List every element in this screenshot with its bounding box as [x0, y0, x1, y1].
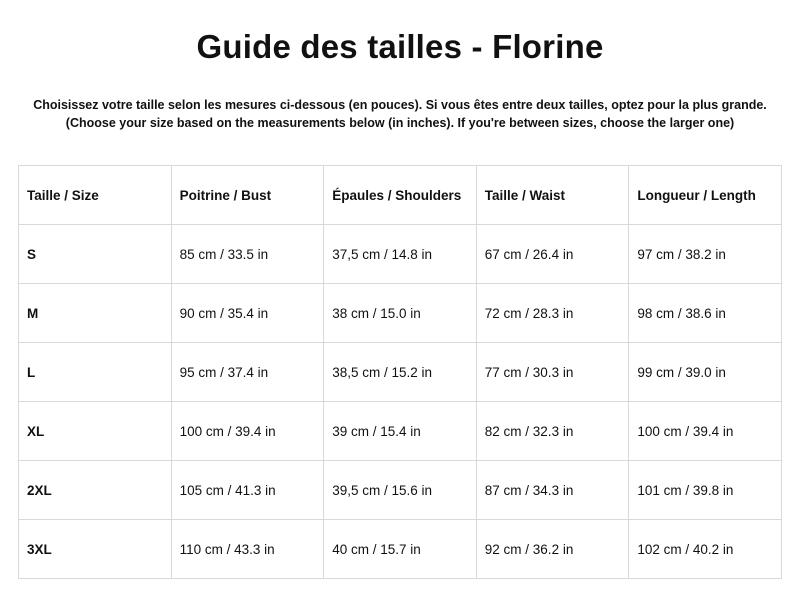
length-cell: 97 cm / 38.2 in: [629, 225, 782, 284]
size-cell: L: [19, 343, 172, 402]
page-title: Guide des tailles - Florine: [196, 28, 604, 65]
shoulders-cell: 39 cm / 15.4 in: [324, 402, 477, 461]
size-cell: M: [19, 284, 172, 343]
waist-cell: 87 cm / 34.3 in: [476, 461, 629, 520]
size-cell: 2XL: [19, 461, 172, 520]
shoulders-cell: 38,5 cm / 15.2 in: [324, 343, 477, 402]
waist-cell: 92 cm / 36.2 in: [476, 520, 629, 579]
column-header-size: Taille / Size: [19, 166, 172, 225]
bust-cell: 105 cm / 41.3 in: [171, 461, 324, 520]
size-cell: XL: [19, 402, 172, 461]
instructions-french: Choisissez votre taille selon les mesures ci-dessous (en pouces). Si vous êtes entre deux tailles, optez pour la plus grande.: [33, 98, 767, 112]
bust-cell: 90 cm / 35.4 in: [171, 284, 324, 343]
table-row: [19, 284, 782, 343]
waist-cell: 77 cm / 30.3 in: [476, 343, 629, 402]
waist-cell: 72 cm / 28.3 in: [476, 284, 629, 343]
shoulders-cell: 39,5 cm / 15.6 in: [324, 461, 477, 520]
table-header-row: [19, 166, 782, 225]
shoulders-cell: 40 cm / 15.7 in: [324, 520, 477, 579]
waist-cell: 82 cm / 32.3 in: [476, 402, 629, 461]
length-cell: 101 cm / 39.8 in: [629, 461, 782, 520]
column-header-length: Longueur / Length: [629, 166, 782, 225]
bust-cell: 110 cm / 43.3 in: [171, 520, 324, 579]
bust-cell: 95 cm / 37.4 in: [171, 343, 324, 402]
instructions-english: (Choose your size based on the measurements below (in inches). If you're between sizes, choose the larger one): [65, 116, 735, 130]
bust-cell: 100 cm / 39.4 in: [171, 402, 324, 461]
table-row: [19, 520, 782, 579]
length-cell: 98 cm / 38.6 in: [629, 284, 782, 343]
length-cell: 99 cm / 39.0 in: [629, 343, 782, 402]
column-header-waist: Taille / Waist: [476, 166, 629, 225]
instructions: [0, 96, 800, 132]
table-row: [19, 461, 782, 520]
table-row: [19, 343, 782, 402]
size-cell: S: [19, 225, 172, 284]
size-cell: 3XL: [19, 520, 172, 579]
waist-cell: 67 cm / 26.4 in: [476, 225, 629, 284]
length-cell: 102 cm / 40.2 in: [629, 520, 782, 579]
column-header-shoulders: Épaules / Shoulders: [324, 166, 477, 225]
shoulders-cell: 37,5 cm / 14.8 in: [324, 225, 477, 284]
table-row: [19, 402, 782, 461]
shoulders-cell: 38 cm / 15.0 in: [324, 284, 477, 343]
table-row: [19, 225, 782, 284]
column-header-bust: Poitrine / Bust: [171, 166, 324, 225]
size-chart-table: [18, 165, 782, 579]
length-cell: 100 cm / 39.4 in: [629, 402, 782, 461]
bust-cell: 85 cm / 33.5 in: [171, 225, 324, 284]
